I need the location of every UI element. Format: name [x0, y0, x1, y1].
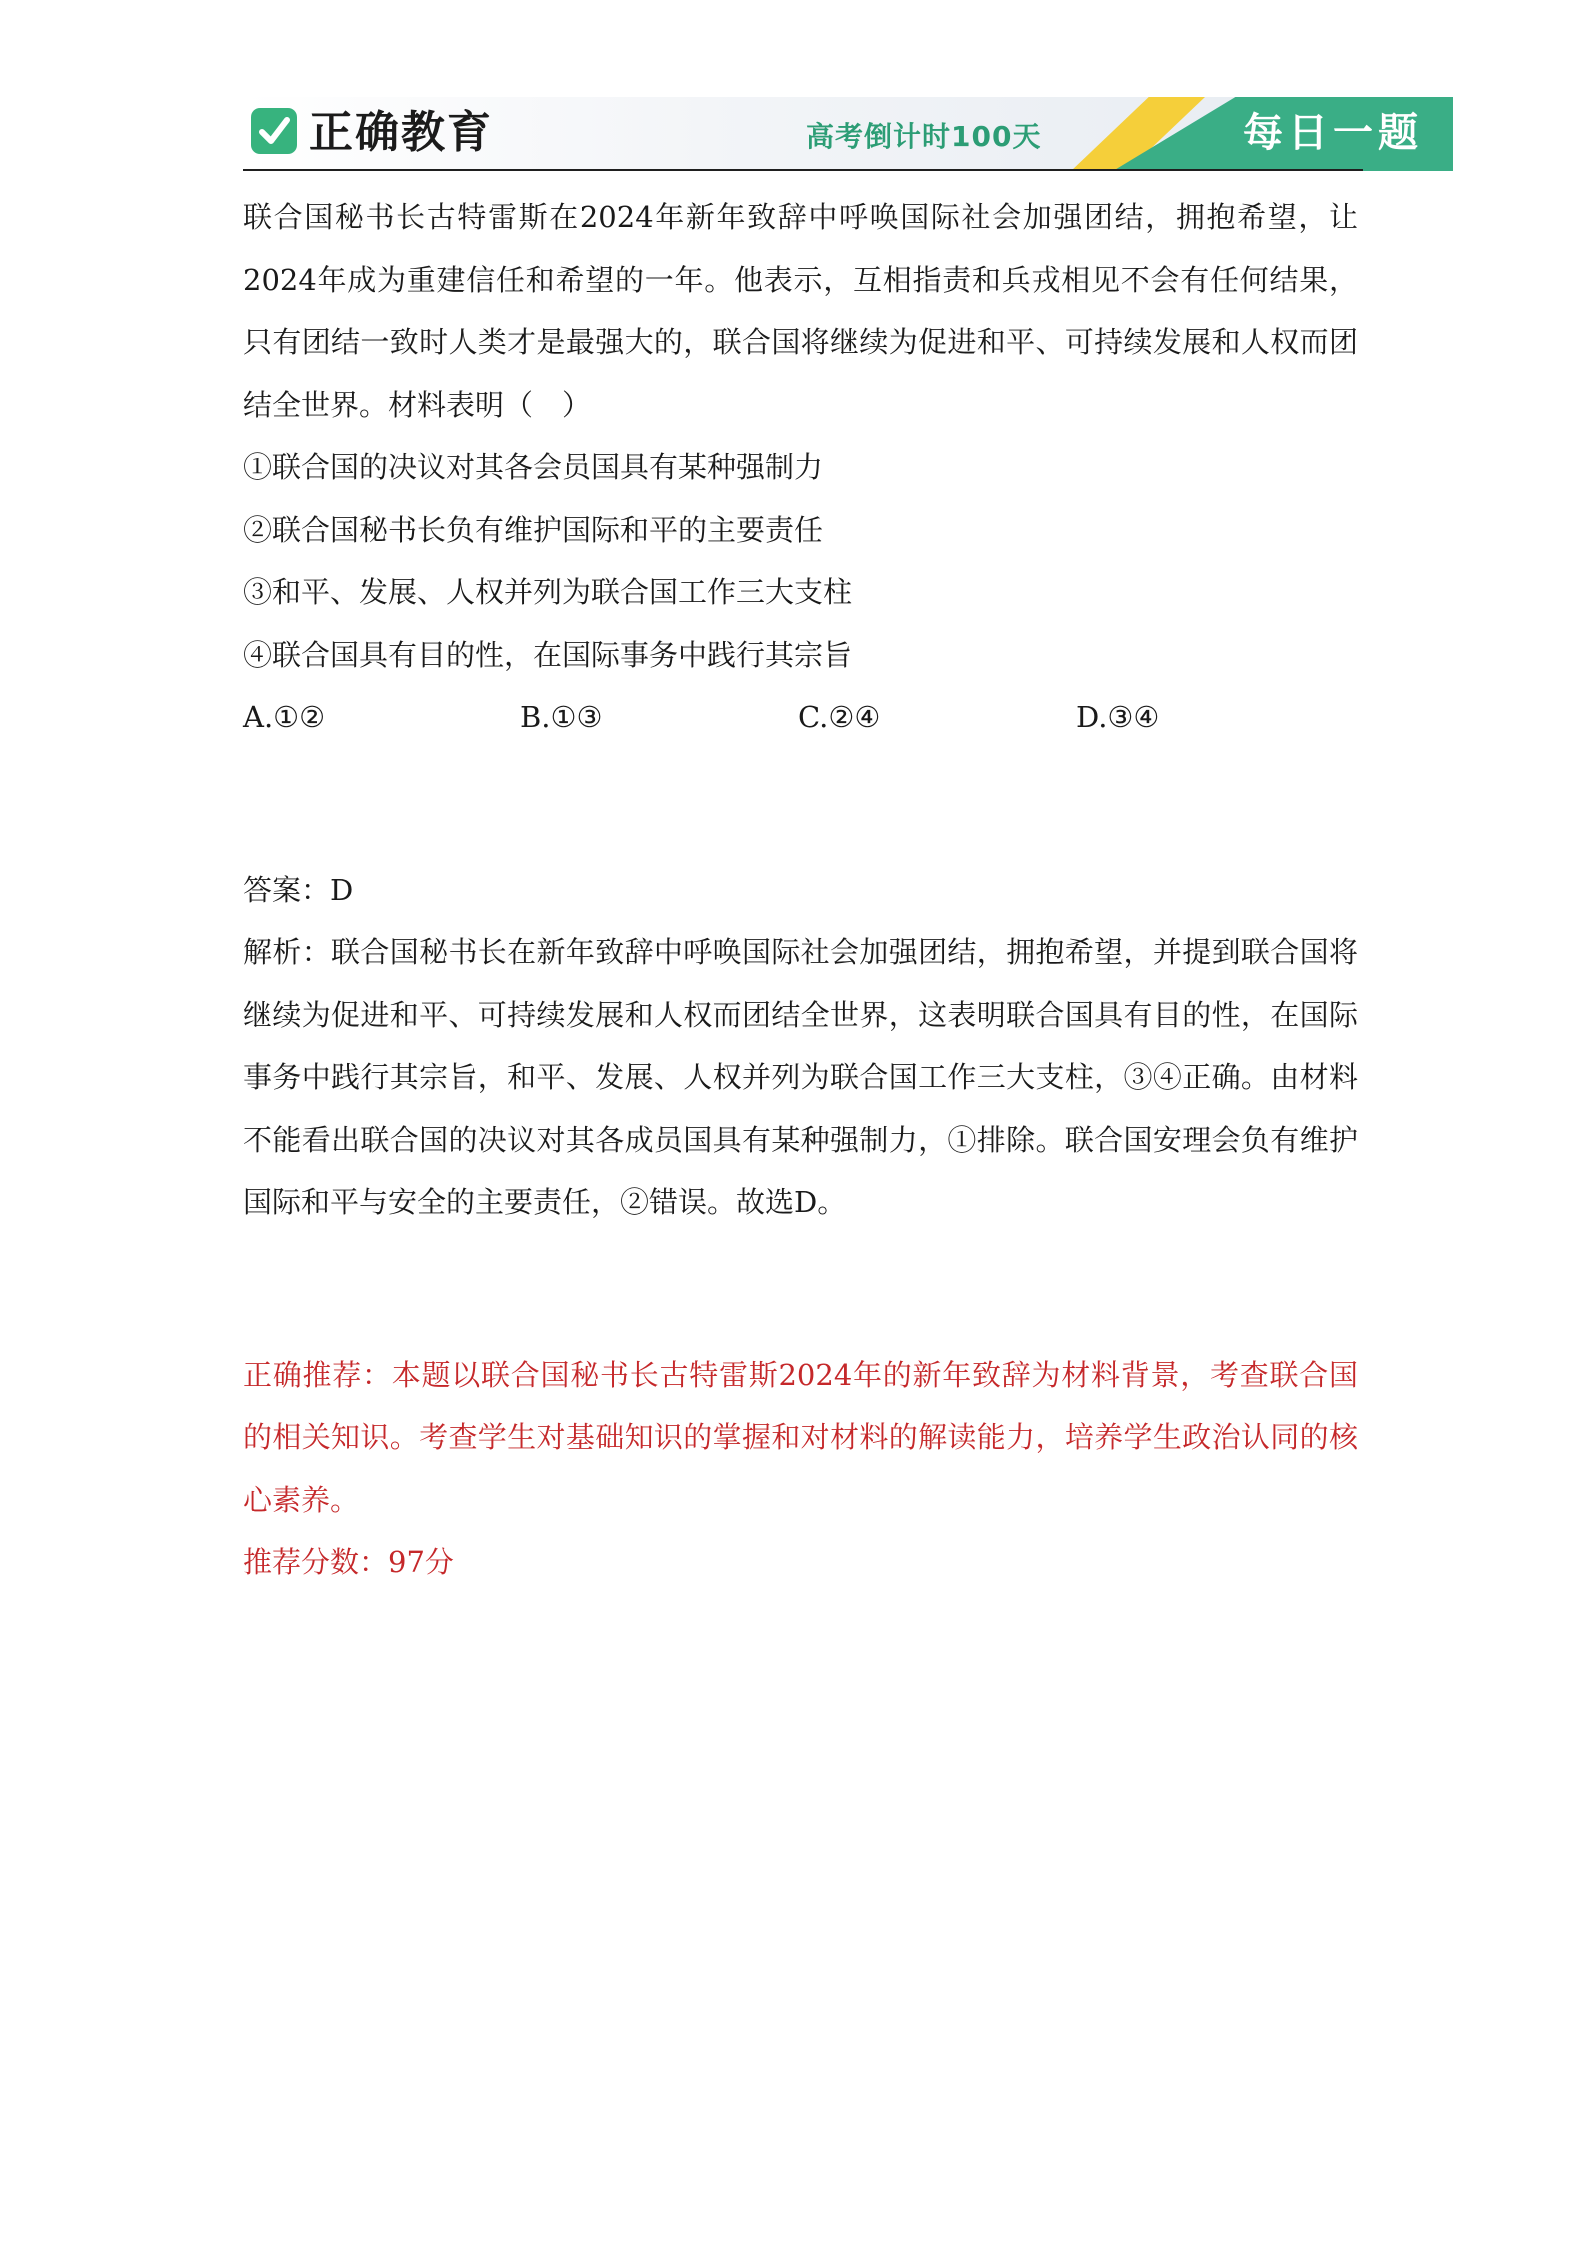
header-banner: [243, 97, 1453, 171]
header-divider: [243, 169, 1363, 171]
spacer: [243, 1234, 1358, 1344]
recommendation-text: 正确推荐：本题以联合国秘书长古特雷斯2024年的新年致辞为材料背景，考查联合国的相关知识。考查学生对基础知识的掌握和对材料的解读能力，培养学生政治认同的核心素养。: [243, 1357, 1358, 1517]
exam-countdown: 高考倒计时100天: [806, 120, 1042, 153]
daily-question-tag: 每日一题: [1243, 110, 1423, 156]
option-b: B.①③: [520, 700, 603, 734]
checkmark-logo-icon: [251, 108, 297, 154]
statement-4: ④联合国具有目的性，在国际事务中践行其宗旨: [243, 637, 853, 672]
question-content: [243, 186, 1358, 1594]
statement-1: ①联合国的决议对其各会员国具有某种强制力: [243, 450, 824, 484]
option-c: C.②④: [798, 700, 881, 734]
question-stem: 联合国秘书长古特雷斯在2024年新年致辞中呼唤国际社会加强团结，拥抱希望，让2024年成为重建信任和希望的一年。他表示，互相指责和兵戎相见不会有任何结果，只有团结一致时人类才是最强大的，联合国将继续为促进和平、可持续发展和人权而团结全世界。材料表明（ ）: [243, 200, 1358, 422]
answer-line: 答案：D: [243, 872, 354, 907]
spacer: [243, 749, 1358, 859]
statement-2: ②联合国秘书长负有维护国际和平的主要责任: [243, 512, 824, 547]
option-a: A.①②: [243, 700, 326, 734]
answer-options: [243, 686, 1358, 749]
brand-name: 正确教育: [309, 107, 493, 158]
recommendation-score: 推荐分数：97分: [243, 1545, 454, 1579]
statement-3: ③和平、发展、人权并列为联合国工作三大支柱: [243, 575, 853, 609]
option-d: D.③④: [1076, 700, 1160, 734]
analysis-text: 解析：联合国秘书长在新年致辞中呼唤国际社会加强团结，拥抱希望，并提到联合国将继续为促进和平、可持续发展和人权而团结全世界，这表明联合国具有目的性，在国际事务中践行其宗旨，和平、发展、人权并列为联合国工作三大支柱，③④正确。由材料不能看出联合国的决议对其各成员国具有某种强制力，①排除。联合国安理会负有维护国际和平与安全的主要责任，②错误。故选D。: [243, 935, 1358, 1219]
